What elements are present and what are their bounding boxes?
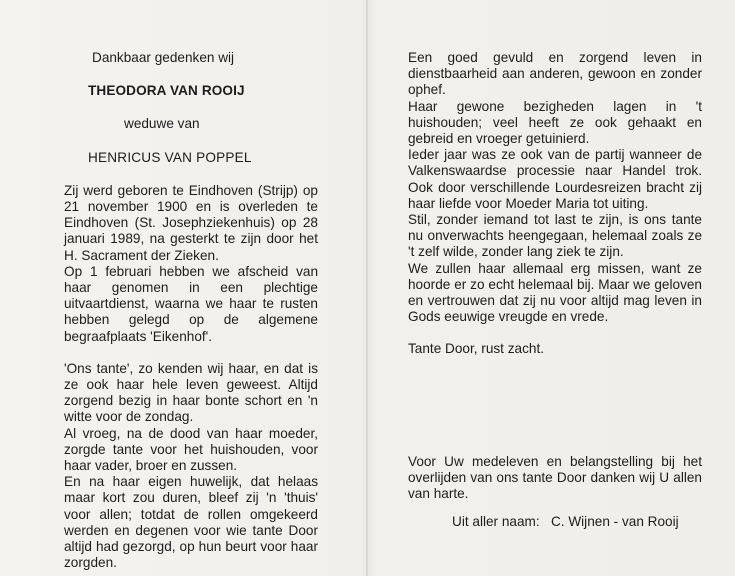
card-fold — [366, 0, 368, 576]
right-panel — [408, 50, 702, 358]
funeral-paragraph: Op 1 februari hebben we afscheid van haar genomen in een plechtige uitvaartdienst, waarna we haar te rusten hebben gelegd op de algemene begraafplaats 'Eikenhof'. — [64, 263, 318, 344]
passing-paragraph: Stil, zonder iemand tot last te zijn, is ons tante nu onverwachts heengegaan, helemaal zoals ze 't zelf wilde, zonder lang ziek te zijn. — [408, 212, 702, 260]
birth-death-paragraph: Zij werd geboren te Eindhoven (Strijp) op 21 november 1900 en is overleden te Eindhoven (St. Josephziekenhuis) op 28 januari 1989, na gesterkt te zijn door het H. Sacrament der Zieken. — [64, 182, 318, 263]
mother-paragraph: Al vroeg, na de dood van haar moeder, zorgde tante voor het huishouden, voor haar vader, broer en zussen. — [64, 425, 318, 474]
relation-line: weduwe van — [124, 116, 200, 132]
thanks-paragraph: Voor Uw medeleven en belangstelling bij het overlijden van ons tante Door danken wij U allen van harte. — [408, 454, 702, 502]
left-panel — [64, 50, 318, 571]
faith-paragraph: We zullen haar allemaal erg missen, want ze hoorde er zo echt helemaal bij. Maar we geloven en vertrouwen dat zij nu voor altijd mag leven in Gods eeuwige vreugde en vrede. — [408, 260, 702, 325]
household-paragraph: Haar gewone bezigheden lagen in 't huishouden; veel heeft ze ook gehaakt en gebreid en vroeger getuinierd. — [408, 98, 702, 147]
marriage-paragraph: En na haar eigen huwelijk, dat helaas maar kort zou duren, bleef zij 'n 'thuis' voor allen; totdat de rollen omgekeerd werden en degenen voor wie tante Door altijd had gezorgd, op hun beurt voor haar zorgden. — [64, 474, 318, 571]
procession-paragraph: Ieder jaar was ze ook van de partij wanneer de Valkenswaardse processie naar Handel trok. Ook door verschillende Lourdesreizen bracht zij haar liefde voor Moeder Maria tot uiting. — [408, 147, 702, 211]
farewell-line: Tante Door, rust zacht. — [408, 341, 545, 357]
deceased-name: THEODORA VAN ROOIJ — [88, 83, 245, 99]
signature-line: Uit aller naam: C. Wijnen - van Rooij — [452, 514, 679, 529]
intro-line: Dankbaar gedenken wij — [92, 50, 235, 65]
husband-name: HENRICUS VAN POPPEL — [88, 149, 252, 165]
life-paragraph: Een goed gevuld en zorgend leven in dienstbaarheid aan anderen, gewoon en zonder ophef. — [408, 50, 702, 98]
tante-paragraph: 'Ons tante', zo kenden wij haar, en dat is ze ook haar hele leven geweest. Altijd zorgend bezig in haar bonte schort en 'n witte voor de zondag. — [64, 360, 318, 425]
